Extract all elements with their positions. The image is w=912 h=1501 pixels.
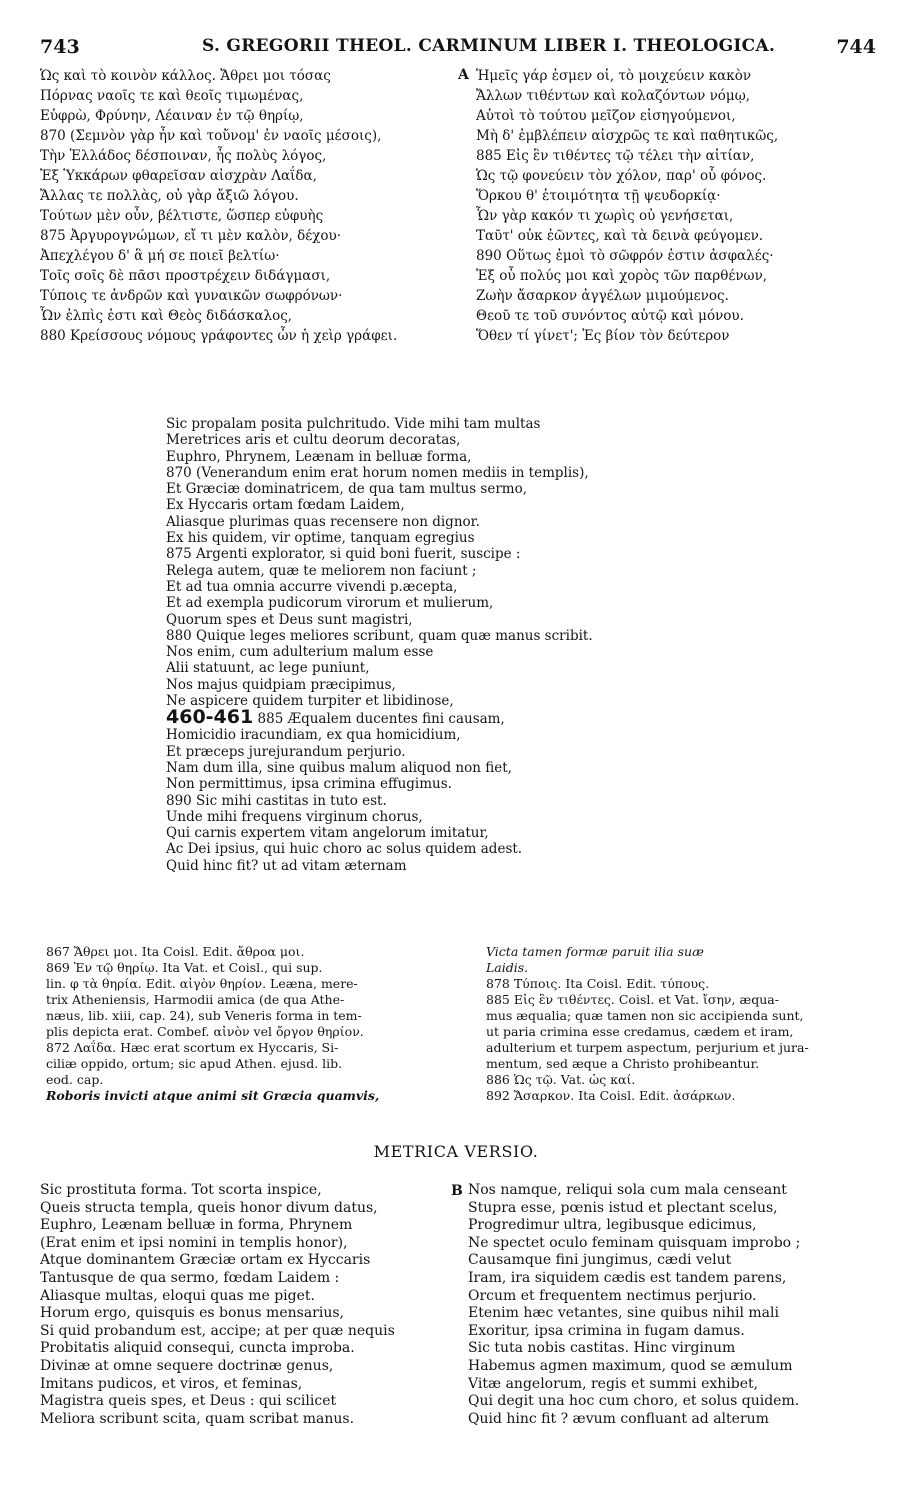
margin-marker-a: A (458, 67, 469, 83)
verse-line: Orcum et frequentem nectimus perjurio. (468, 1287, 757, 1304)
greek-line: Ὅθεν τί γίνετ'; Ἐς βίον τὸν δεύτερον (476, 328, 730, 344)
verse-line: Atque dominantem Græciæ ortam ex Hyccaris (40, 1252, 371, 1269)
latin-line: 870 (Venerandum enim erat horum nomen mediis in templis), (166, 464, 589, 481)
greek-line: Ἄλλων τιθέντων καὶ κολαζόντων νόμῳ, (476, 88, 751, 104)
greek-line: Τούτων μὲν οὖν, βέλτιστε, ὥσπερ εὐφυὴς (40, 208, 324, 224)
greek-line: Πόρνας ναοῖς τε καὶ θεοῖς τιμωμένας, (40, 88, 304, 104)
latin-line: Et ad exempla pudicorum virorum et mulierum, (166, 595, 494, 612)
verse-line: Etenim hæc vetantes, sine quibus nihil mali (468, 1305, 779, 1322)
greek-line: Ἡμεῖς γάρ ἐσμεν οἱ, τὸ μοιχεύειν κακὸν (476, 68, 752, 84)
greek-line: Ζωὴν ἄσαρκον ἀγγέλων μιμούμενος. (476, 288, 729, 304)
metrica-left-column (40, 1182, 440, 1428)
latin-line: Qui carnis expertem vitam angelorum imitatur, (166, 825, 489, 842)
latin-line: Quorum spes et Deus sunt magistri, (166, 611, 413, 628)
greek-line: Ταῦτ' οὐκ ἐῶντες, καὶ τὰ δεινὰ φεύγομεν. (476, 228, 764, 244)
greek-text-right-column (476, 66, 896, 346)
latin-line: Et Græciæ dominatricem, de qua tam multus sermo, (166, 481, 528, 498)
note-line: ciliæ oppido, ortum; sic apud Athen. ejusd. lib. (46, 1056, 343, 1071)
latin-line: Aliasque plurimas quas recensere non dignor. (166, 513, 480, 530)
greek-line: Ὅρκου θ' ἑτοιμότητα τῇ ψευδορκίᾳ· (476, 188, 721, 204)
verse-line: Causamque fini jungimus, cædi velut (468, 1252, 732, 1269)
note-line: 885 Εἰς ἓν τιθέντες. Coisl. et Vat. ἴσην, æqua- (486, 992, 779, 1007)
column-number: 460-461 (166, 709, 254, 728)
greek-line: 890 Οὕτως ἐμοὶ τὸ σῶφρόν ἐστιν ἀσφαλές· (476, 248, 774, 264)
latin-line: Alii statuunt, ac lege puniunt, (166, 660, 370, 677)
metrica-right-column (468, 1182, 888, 1428)
greek-line: Τοῖς σοῖς δὲ πᾶσι προστρέχειν διδάγμασι, (40, 268, 331, 284)
greek-line: Ἄλλας τε πολλὰς, οὐ γὰρ ἄξιῶ λόγου. (40, 188, 299, 204)
greek-line: 880 Κρείσσους νόμους γράφοντες ὧν ἡ χεὶρ γράφει. (40, 328, 398, 344)
latin-line: Nos majus quidpiam præcipimus, (166, 676, 396, 693)
greek-line: 870 (Σεμνὸν γὰρ ἦν καὶ τοὔνομ' ἐν ναοῖς μέσοις), (40, 128, 382, 144)
verse-line: Magistra queis spes, et Deus : qui scilicet (40, 1393, 337, 1410)
latin-line: Non permittimus, ipsa crimina effugimus. (166, 776, 452, 793)
note-line: mus æqualia; quæ tamen non sic accipienda sunt, (486, 1008, 804, 1023)
margin-marker-b: B (451, 1183, 463, 1199)
latin-line: Et præceps jurejurandum perjurio. (166, 743, 406, 760)
greek-line: Μὴ δ' ἐμβλέπειν αἰσχρῶς τε καὶ παθητικῶς, (476, 128, 779, 144)
note-line: adulterium et turpem aspectum, perjurium et jura- (486, 1040, 809, 1055)
latin-line: Unde mihi frequens virginum chorus, (166, 808, 423, 825)
note-line: 886 Ὡς τῷ. Vat. ὡς καί. (486, 1072, 636, 1087)
right-page-number: 744 (836, 36, 876, 58)
greek-line: Αὐτοὶ τὸ τούτου μεῖζον εἰσηγούμενοι, (476, 108, 736, 124)
note-line: lin. φ τὰ θηρία. Edit. αἰγὸν θηρίον. Leæna, mere- (46, 976, 358, 991)
verse-line: Sic prostituta forma. Tot scorta inspice, (40, 1182, 322, 1198)
verse-line: Tantusque de qua sermo, fœdam Laidem : (40, 1269, 340, 1286)
greek-line: Ὡς καὶ τὸ κοινὸν κάλλος. Ἄθρει μοι τόσας (40, 68, 331, 84)
latin-line (166, 709, 866, 727)
verse-line: Probitatis aliquid consequi, cuncta improba. (40, 1340, 355, 1357)
note-line: eod. cap. (46, 1072, 104, 1087)
latin-line: Euphro, Phrynem, Leænam in belluæ forma, (166, 448, 472, 465)
verse-line: Quid hinc fit ? ævum confluant ad alterum (468, 1410, 769, 1427)
notes-right-column (486, 944, 886, 1104)
latin-line: Ex his quidem, vir optime, tanquam egregius (166, 530, 475, 547)
latin-line: Ac Dei ipsius, qui huic choro ac solus quidem adest. (166, 841, 523, 858)
greek-line: Εὐφρὼ, Φρύνην, Λέαιναν ἐν τῷ θηρίῳ, (40, 108, 304, 124)
latin-line: 875 Argenti explorator, si quid boni fuerit, suscipe : (166, 546, 521, 563)
latin-line: Quid hinc fit? ut ad vitam æternam (166, 857, 407, 874)
latin-line: Ex Hyccaris ortam fœdam Laidem, (166, 497, 405, 514)
note-line: næus, lib. xiii, cap. 24), sub Veneris forma in tem- (46, 1008, 362, 1023)
verse-line: Stupra esse, pœnis istud et plectant scelus, (468, 1199, 778, 1216)
verse-line: Qui degit una hoc cum choro, et solus quidem. (468, 1393, 800, 1410)
greek-line: Τύποις τε ἀνδρῶν καὶ γυναικῶν σωφρόνων· (40, 288, 343, 304)
left-page-number: 743 (40, 36, 80, 58)
verse-line: Si quid probandum est, accipe; at per quæ nequis (40, 1322, 395, 1339)
latin-line: Relega autem, quæ te meliorem non faciunt ; (166, 562, 477, 579)
note-line: mentum, sed æque a Christo prohibeantur. (486, 1056, 760, 1071)
note-line: plis depicta erat. Combef. αἰνὸν vel ὄργον θηρίον. (46, 1024, 364, 1039)
verse-line: Sic tuta nobis castitas. Hinc virginum (468, 1340, 736, 1357)
note-line: 892 Ἄσαρκον. Ita Coisl. Edit. ἀσάρκων. (486, 1088, 736, 1103)
latin-line: Nam dum illa, sine quibus malum aliquod non fiet, (166, 759, 512, 776)
verse-line: Iram, ira siquidem cædis est tandem parens, (468, 1269, 787, 1286)
verse-line: Imitans pudicos, et viros, et feminas, (40, 1375, 303, 1392)
running-title: S. GREGORII THEOL. CARMINUM LIBER I. THEOLOGICA. (202, 36, 776, 56)
note-line: Laidis. (486, 960, 529, 975)
verse-line: Queis structa templa, queis honor divum datus, (40, 1199, 378, 1216)
note-line: 872 Λαΐδα. Hæc erat scortum ex Hyccaris, Si- (46, 1040, 339, 1055)
greek-line: 875 Ἀργυρογνώμων, εἴ τι μὲν καλὸν, δέχου· (40, 228, 342, 244)
note-line: ut paria crimina esse credamus, cædem et iram, (486, 1024, 794, 1039)
verse-line: Euphro, Leænam belluæ in forma, Phrynem (40, 1217, 353, 1234)
note-line: Victa tamen formæ paruit ilia suæ (486, 944, 704, 959)
verse-line: Progredimur ultra, legibusque edicimus, (468, 1217, 757, 1234)
latin-line: 880 Quique leges meliores scribunt, quam quæ manus scribit. (166, 627, 593, 644)
greek-line: Ὧν γὰρ κακόν τι χωρὶς οὐ γενήσεται, (476, 208, 734, 224)
latin-line-text: 885 Æqualem ducentes fini causam, (257, 711, 505, 728)
verse-line: Divinæ at omne sequere doctrinæ genus, (40, 1357, 334, 1374)
verse-line: Aliasque multas, eloqui quas me piget. (40, 1287, 315, 1304)
latin-line: 890 Sic mihi castitas in tuto est. (166, 792, 387, 809)
page-header (40, 36, 876, 66)
greek-line: Ἀπεχλέγου δ' ἃ μή σε ποιεῖ βελτίω· (40, 248, 280, 264)
greek-line: 885 Εἰς ἓν τιθέντες τῷ τέλει τὴν αἰτίαν, (476, 148, 755, 164)
latin-line: Meretrices aris et cultu deorum decoratas, (166, 432, 461, 449)
verse-line: Horum ergo, quisquis es bonus mensarius, (40, 1305, 344, 1322)
note-line: trix Atheniensis, Harmodii amica (de qua Athe- (46, 992, 345, 1007)
greek-line: Ἐξ οὗ πολύς μοι καὶ χορὸς τῶν παρθένων, (476, 268, 768, 284)
greek-text-left-column (40, 66, 450, 346)
greek-line: Ἐξ Ὑκκάρων φθαρεῖσαν αἰσχρὰν Λαΐδα, (40, 168, 317, 184)
verse-line: Meliora scribunt scita, quam scribat manus. (40, 1410, 355, 1427)
greek-line: Τὴν Ἑλλάδος δέσποιναν, ἧς πολὺς λόγος, (40, 148, 327, 164)
latin-line: Sic propalam posita pulchritudo. Vide mihi tam multas (166, 416, 541, 432)
note-line: 878 Τύποις. Ita Coisl. Edit. τύπους. (486, 976, 710, 991)
greek-line: Θεοῦ τε τοῦ συνόντος αὐτῷ καὶ μόνου. (476, 308, 744, 324)
verse-line: (Erat enim et ipsi nomini in templis honor), (40, 1234, 348, 1251)
section-title: METRICA VERSIO. (373, 1142, 539, 1161)
verse-line: Habemus agmen maximum, quod se æmulum (468, 1357, 793, 1374)
note-line: 867 Ἄθρει μοι. Ita Coisl. Edit. ἄθροα μοι. (46, 944, 305, 959)
notes-left-column (46, 944, 456, 1104)
latin-line: Homicidio iracundiam, ex qua homicidium, (166, 727, 461, 744)
latin-line: Nos enim, cum adulterium malum esse (166, 644, 434, 661)
latin-line: Et ad tua omnia accurre vivendi p.æcepta, (166, 578, 458, 595)
greek-line: Ὡς τῷ φονεύειν τὸν χόλον, παρ' οὗ φόνος. (476, 168, 767, 184)
verse-line: Ne spectet oculo feminam quisquam improbo ; (468, 1234, 801, 1251)
verse-line: Nos namque, reliqui sola cum mala censeant (468, 1182, 787, 1198)
latin-line: Ne aspicere quidem turpiter et libidinose, (166, 693, 454, 710)
latin-translation (166, 416, 866, 874)
verse-line: Vitæ angelorum, regis et summi exhibet, (468, 1375, 759, 1392)
note-line: 869 Ἐν τῷ θηρίῳ. Ita Vat. et Coisl., qui sup. (46, 960, 323, 975)
note-line: Roboris invicti atque animi sit Græcia quamvis, (46, 1088, 380, 1103)
verse-line: Exoritur, ipsa crimina in fugam damus. (468, 1322, 745, 1339)
greek-line: Ὧν ἐλπὶς ἐστι καὶ Θεὸς διδάσκαλος, (40, 308, 293, 324)
